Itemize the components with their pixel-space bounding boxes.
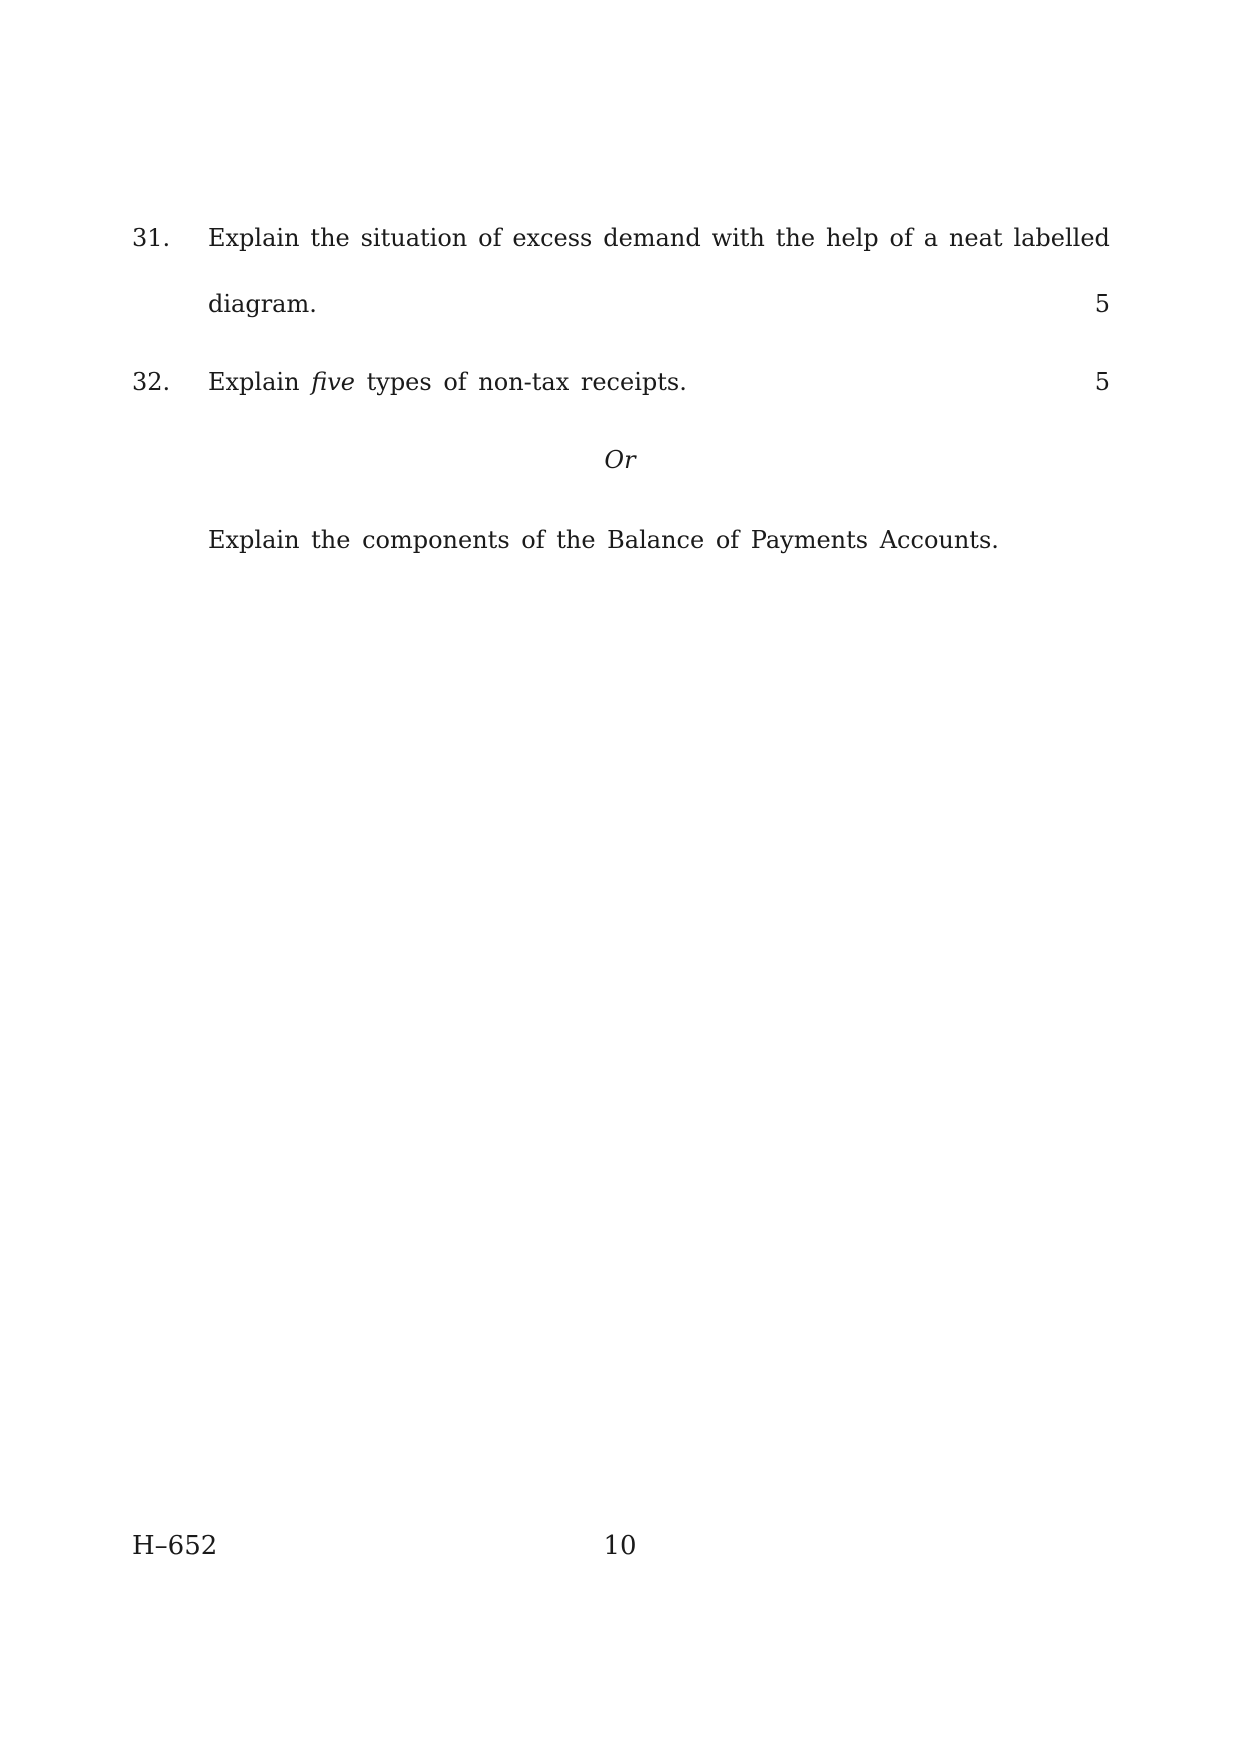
question-32-number: 32. [132,368,171,396]
question-31-word: demand [603,224,701,252]
question-31-line-2 [132,284,1110,324]
question-31-word: the [310,224,350,252]
question-31-word: Explain [208,224,300,252]
question-32-text [208,362,687,402]
question-31-number: 31. [132,224,171,252]
question-32-text-before: Explain [208,368,300,396]
paper-code: H–652 [132,1531,218,1561]
question-32-emphasis: five [311,368,355,396]
question-31-line-1 [132,218,1110,258]
question-31-word: help [825,224,879,252]
question-32-text-after: types of non-tax receipts. [366,368,687,396]
question-32-line [132,362,1110,402]
question-31-word: excess [512,224,593,252]
question-31-word: neat [948,224,1003,252]
question-31-text-continued: diagram. [208,290,317,318]
question-31-word: of [889,224,913,252]
question-31-marks: 5 [1094,290,1110,318]
question-31-word: of [478,224,502,252]
question-32-marks: 5 [1094,368,1110,396]
question-32-alternative: Explain the components of the Balance of Payments Accounts. [208,526,999,554]
question-31-text [208,218,1110,258]
question-31-word: with [711,224,765,252]
question-31-word: the [775,224,816,252]
question-31-word: labelled [1013,224,1110,252]
page-number: 10 [603,1531,637,1561]
question-32-alternative-line [132,520,1110,560]
or-separator: Or [604,446,636,474]
question-31-word: situation [360,224,468,252]
question-31-word: a [923,224,939,252]
